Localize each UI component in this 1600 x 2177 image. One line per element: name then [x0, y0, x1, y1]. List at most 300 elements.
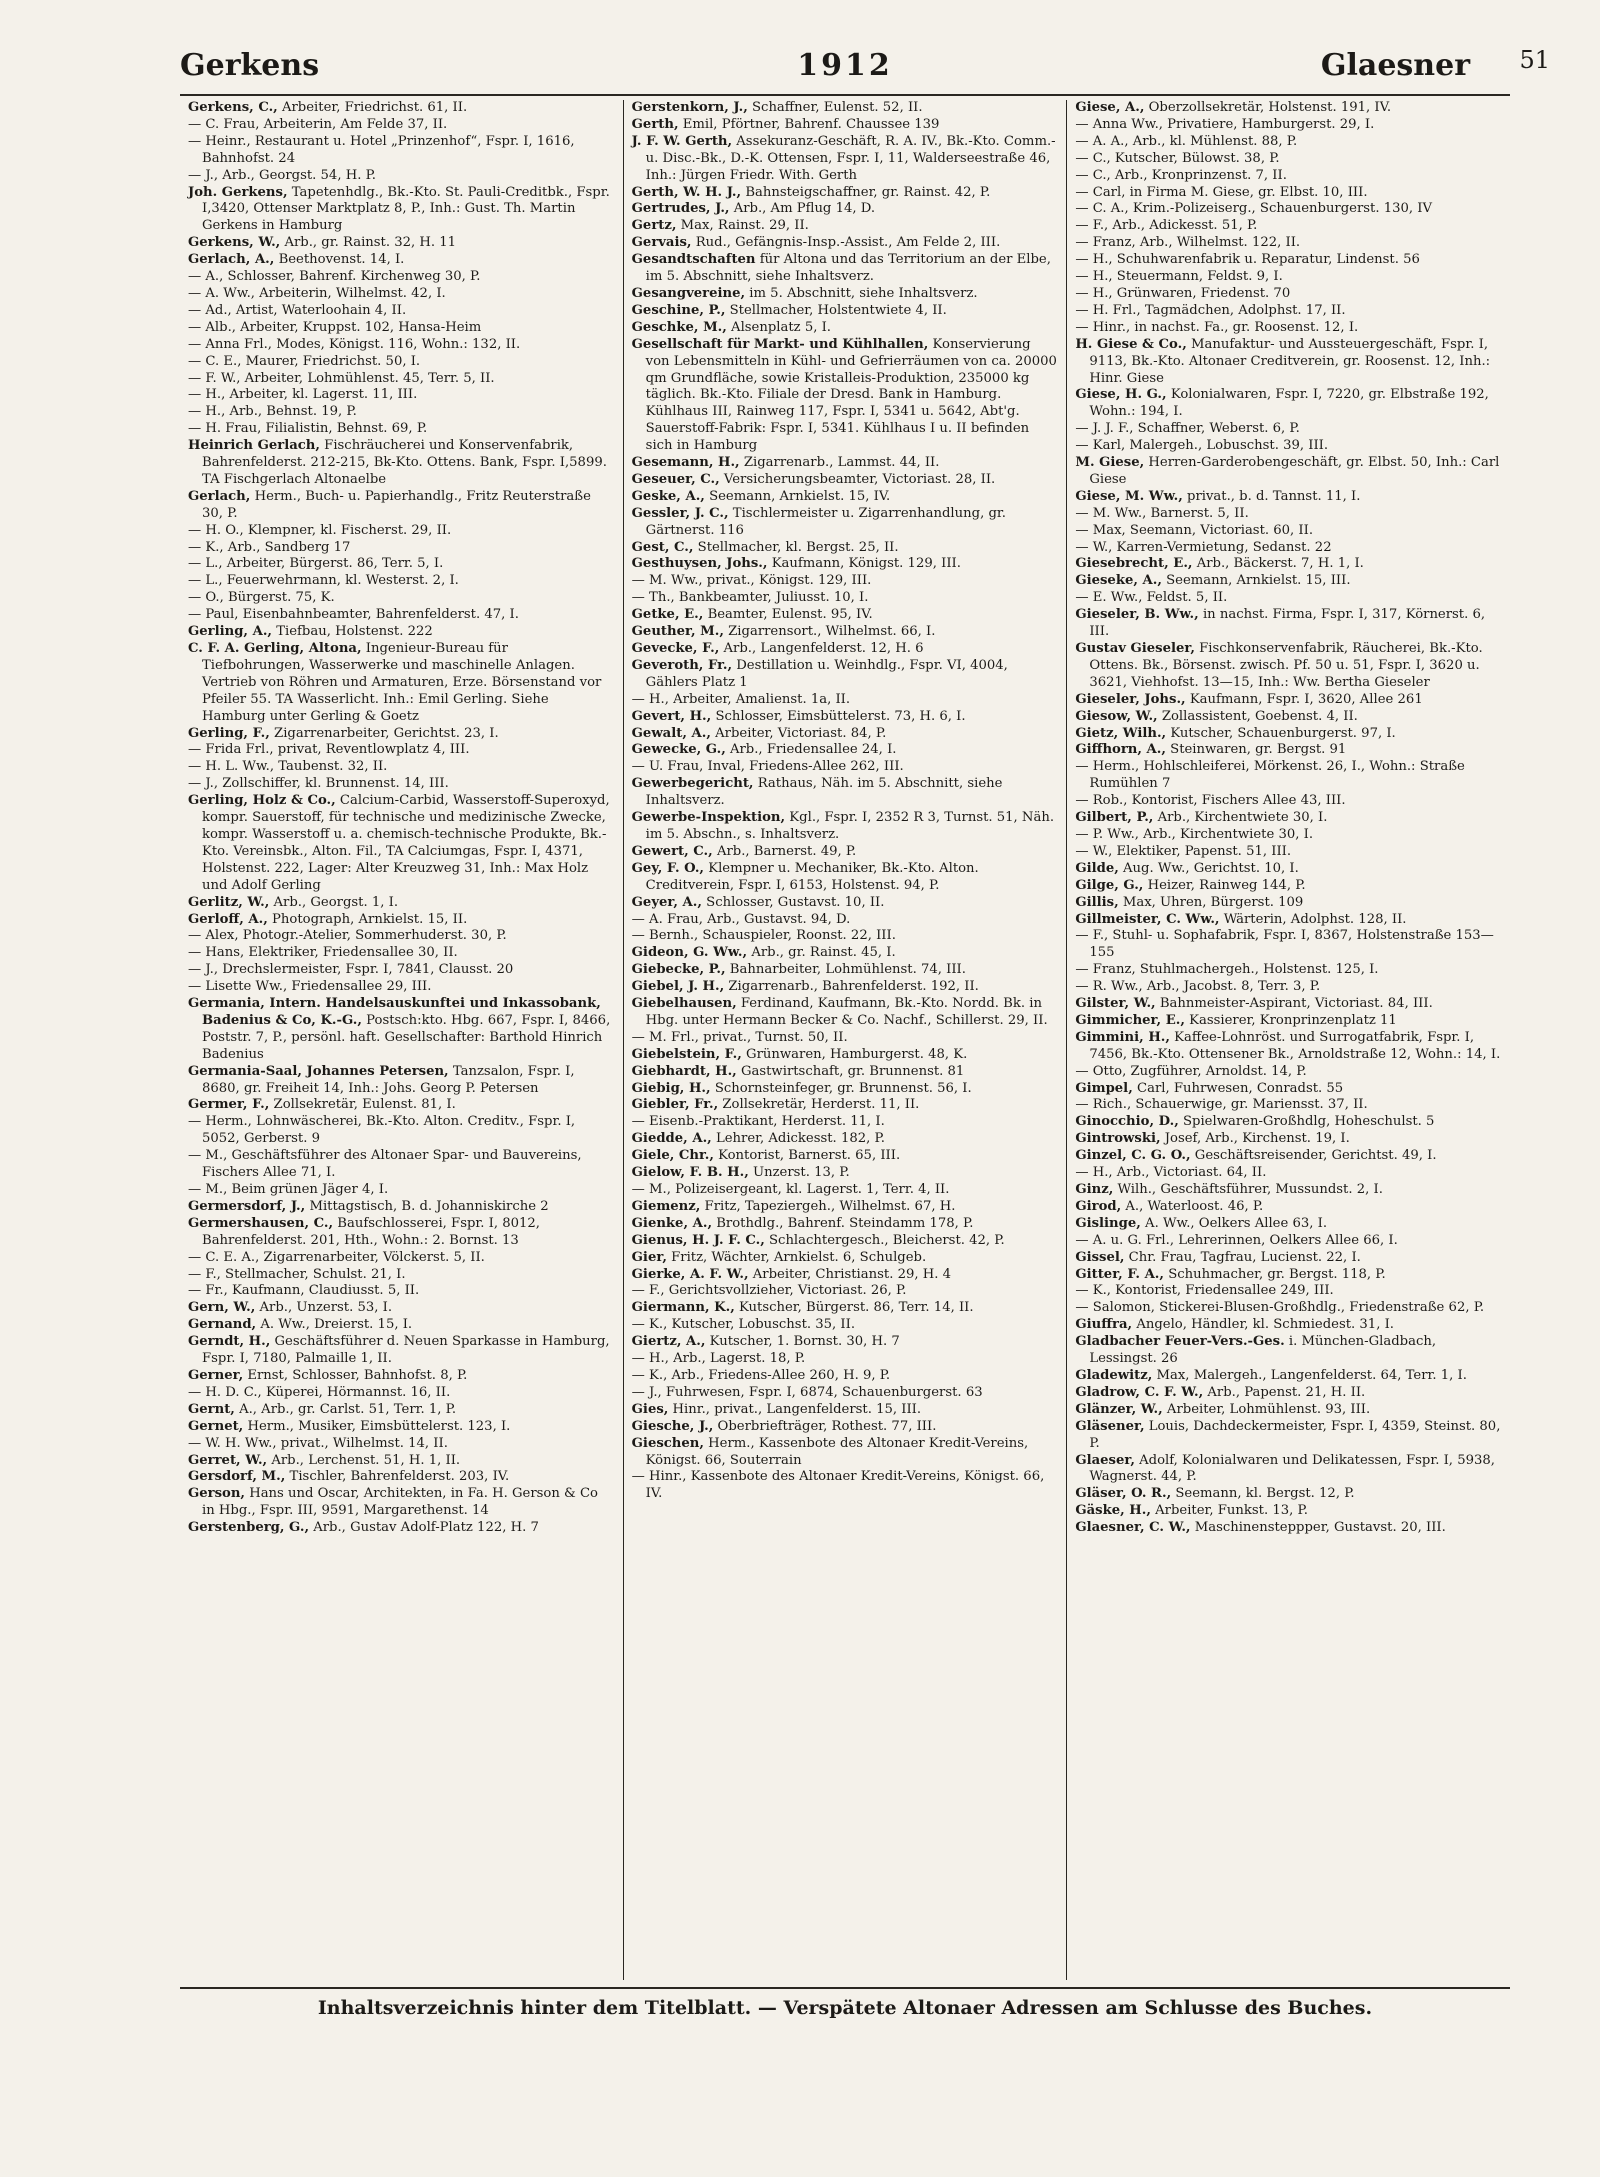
directory-entry [1075, 218, 1502, 235]
entry-text: — Paul, Eisenbahnbeamter, Bahrenfelderst. 47, I. [188, 607, 519, 623]
directory-entry [632, 117, 1059, 134]
directory-entry [1075, 1114, 1502, 1131]
entry-text: Adolf, Kolonialwaren und Delikatessen, Fspr. I, 5938, Wagnerst. 44, P. [1089, 1452, 1495, 1485]
entry-name: Gillmeister, C. Ww., [1075, 911, 1220, 927]
entry-text: — A. Ww., Arbeiterin, Wilhelmst. 42, I. [188, 285, 446, 301]
directory-entry [188, 1148, 615, 1182]
entry-name: Germania, Intern. Handelsauskunftei und Inkassobank, Badenius & Co, K.-G., [188, 996, 601, 1028]
entry-text: — H. L. Ww., Taubenst. 32, II. [188, 759, 388, 775]
entry-name: Geschke, M., [631, 319, 727, 335]
directory-entry [188, 1182, 615, 1199]
directory-entry [1075, 1368, 1502, 1385]
entry-text: Beethovenst. 14, I. [274, 252, 405, 268]
directory-entry [632, 1385, 1059, 1402]
entry-text: — K., Kontorist, Friedensallee 249, III. [1075, 1283, 1334, 1299]
entry-name: Gerlitz, W., [188, 894, 270, 910]
entry-text: — W. H. Ww., privat., Wilhelmst. 14, II. [188, 1435, 448, 1451]
entry-name: Gimpel, [1075, 1080, 1133, 1096]
entry-text: Zollsekretär, Eulenst. 81, I. [269, 1097, 456, 1113]
entry-name: Giemenz, [631, 1198, 701, 1214]
directory-entry [188, 895, 615, 912]
entry-name: Gesandtschaften [631, 252, 756, 268]
entry-text: Ernst, Schlosser, Bahnhofst. 8, P. [243, 1367, 468, 1383]
entry-name: Gläsener, [1075, 1418, 1145, 1434]
entry-text: — Bernh., Schauspieler, Roonst. 22, III. [631, 928, 896, 944]
entry-text: Bahnsteigschaffner, gr. Rainst. 42, P. [741, 184, 991, 200]
entry-name: Gervais, [631, 235, 692, 251]
entry-text: Arbeiter, Friedrichst. 61, II. [277, 100, 468, 115]
entry-text: — P. Ww., Arb., Kirchentwiete 30, I. [1075, 826, 1314, 842]
entry-text: Arb., Gustav Adolf-Platz 122, H. 7 [309, 1520, 539, 1536]
directory-entry [632, 1317, 1059, 1334]
entry-name: Gier, [631, 1249, 667, 1265]
entry-name: Gewerbegericht, [631, 776, 754, 792]
directory-entry [1075, 1165, 1502, 1182]
entry-text: Emil, Pförtner, Bahrenf. Chaussee 139 [678, 116, 940, 132]
entry-text: Wärterin, Adolphst. 128, II. [1219, 911, 1407, 927]
entry-text: — Rob., Kontorist, Fischers Allee 43, III. [1075, 793, 1346, 809]
entry-text: Kassierer, Kronprinzenplatz 11 [1184, 1012, 1397, 1028]
entry-name: Gladewitz, [1075, 1367, 1153, 1383]
directory-entry [632, 1300, 1059, 1317]
entry-name: Gillis, [1075, 894, 1119, 910]
entry-text: Bahnmeister-Aspirant, Victoriast. 84, III. [1155, 996, 1433, 1012]
entry-name: Gerth, W. H. J., [631, 184, 742, 200]
directory-entry [1075, 269, 1502, 286]
directory-entry [632, 928, 1059, 945]
entry-text: — Lisette Ww., Friedensallee 29, III. [188, 979, 432, 995]
entry-name: Giedde, A., [631, 1131, 712, 1147]
directory-entry [1075, 337, 1502, 388]
directory-entry [188, 1334, 615, 1368]
entry-text: Ferdinand, Kaufmann, Bk.-Kto. Nordd. Bk. in Hbg. unter Hermann Becker & Co. Nachf., Schillerst. 29, II. [645, 996, 1048, 1028]
directory-entry [188, 1368, 615, 1385]
directory-entry [1075, 455, 1502, 489]
directory-entry [632, 962, 1059, 979]
entry-name: Gernt, [188, 1401, 235, 1417]
entry-name: Gerner, [188, 1367, 244, 1383]
entry-text: Josef, Arb., Kirchenst. 19, I. [1160, 1131, 1350, 1147]
directory-entry [1075, 861, 1502, 878]
directory-entry [1075, 1267, 1502, 1284]
entry-text: Zigarrenarb., Bahrenfelderst. 192, II. [724, 979, 979, 995]
entry-name: Gimmicher, E., [1075, 1012, 1185, 1028]
entry-text: Fischkonservenfabrik, Räucherei, Bk.-Kto. Ottens. Bk., Börsenst. zwisch. Pf. 50 u. 51, Fspr. I, 3620 u. 3621, Viehhofst. 13—15, Inh.: Ww. Bertha Gieseler [1089, 641, 1483, 690]
entry-name: Gietz, Wilh., [1075, 725, 1167, 741]
entry-text: — Hans, Elektriker, Friedensallee 30, II. [188, 945, 458, 961]
directory-entry [1075, 726, 1502, 743]
directory-entry [188, 962, 615, 979]
entry-text: Schlachtergesch., Bleicherst. 42, P. [764, 1232, 1005, 1248]
directory-entry [1075, 709, 1502, 726]
entry-text: — H. O., Klempner, kl. Fischerst. 29, II. [188, 522, 452, 538]
entry-name: Gey, F. O., [631, 860, 705, 876]
entry-name: Glaesner, C. W., [1075, 1520, 1191, 1536]
entry-text: — O., Bürgerst. 75, K. [188, 590, 335, 606]
entry-name: Giebecke, P., [631, 962, 726, 978]
directory-entry [1075, 1317, 1502, 1334]
header-rule [180, 94, 1510, 96]
directory-entry [1075, 1283, 1502, 1300]
entry-text: Arb., Am Pflug 14, D. [729, 201, 876, 217]
directory-entry [1075, 1453, 1502, 1487]
entry-text: Heizer, Rainweg 144, P. [1143, 877, 1306, 893]
entry-name: Gilbert, P., [1075, 810, 1154, 826]
directory-entry [632, 303, 1059, 320]
entry-name: Gertrudes, J., [631, 201, 730, 217]
entry-text: Louis, Dachdeckermeister, Fspr. I, 4359, Steinst. 80, P. [1089, 1418, 1501, 1451]
entry-text: Zollassistent, Goebenst. 4, II. [1157, 708, 1358, 724]
directory-entry [632, 1114, 1059, 1131]
entry-name: Gessler, J. C., [631, 505, 729, 521]
directory-entry [1075, 252, 1502, 269]
directory-entry [632, 1148, 1059, 1165]
entry-name: Glänzer, W., [1075, 1401, 1163, 1417]
directory-entry [1075, 1419, 1502, 1453]
entry-text: Lehrer, Adickesst. 182, P. [711, 1131, 885, 1147]
entry-text: im 5. Abschnitt, siehe Inhaltsverz. [745, 285, 978, 301]
directory-entry [632, 489, 1059, 506]
directory-entry [188, 269, 615, 286]
entry-name: Gerlach, A., [188, 252, 275, 268]
entry-text: Zigarrenarbeiter, Gerichtst. 23, I. [269, 725, 499, 741]
entry-text: — C. E. A., Zigarrenarbeiter, Völckerst. 5, II. [188, 1249, 485, 1265]
entry-text: — C. E., Maurer, Friedrichst. 50, I. [188, 353, 421, 369]
entry-text: Arbeiter, Lohmühlenst. 93, III. [1162, 1401, 1371, 1417]
directory-entry [1075, 742, 1502, 759]
entry-text: Schuhmacher, gr. Bergst. 118, P. [1164, 1266, 1386, 1282]
directory-entry [632, 506, 1059, 540]
directory-entry [1075, 1300, 1502, 1317]
entry-name: Germania-Saal, Johannes Petersen, [188, 1063, 449, 1079]
directory-entry [632, 573, 1059, 590]
entry-text: — F., Arb., Adickesst. 51, P. [1075, 218, 1258, 234]
entry-name: Gerling, F., [188, 725, 270, 741]
directory-entry [1075, 692, 1502, 709]
page-header [180, 40, 1550, 90]
directory-entry [188, 337, 615, 354]
directory-entry [632, 201, 1059, 218]
entry-text: — K., Arb., Sandberg 17 [188, 539, 351, 555]
entry-name: Geveroth, Fr., [631, 657, 733, 673]
entry-text: — H. Frau, Filialistin, Behnst. 69, P. [188, 421, 428, 437]
entry-text: Arbeiter, Funkst. 13, P. [1150, 1503, 1308, 1519]
entry-text: Arb., Kirchentwiete 30, I. [1153, 810, 1328, 826]
page-footer: Inhaltsverzeichnis hinter dem Titelblatt. — Verspätete Altonaer Adressen am Schlusse des Buches. [180, 1987, 1510, 2019]
entry-name: Gieseler, B. Ww., [1075, 607, 1199, 623]
directory-entry [632, 1469, 1059, 1503]
entry-name: Getke, E., [631, 607, 704, 623]
directory-entry [1075, 1520, 1502, 1537]
entry-text: A. Ww., Oelkers Allee 63, I. [1140, 1215, 1328, 1231]
entry-text: Seemann, Arnkielst. 15, IV. [704, 488, 891, 504]
entry-text: Kaufmann, Königst. 129, III. [767, 556, 961, 572]
page-number: 51 [1519, 46, 1550, 74]
entry-text: Kaufmann, Fspr. I, 3620, Allee 261 [1185, 691, 1423, 707]
entry-text: — H., Arb., Lagerst. 18, P. [631, 1351, 806, 1367]
directory-entry [1075, 1250, 1502, 1267]
entry-text: Arbeiter, Christianst. 29, H. 4 [748, 1266, 952, 1282]
directory-entry [1075, 1216, 1502, 1233]
directory-entry [632, 1351, 1059, 1368]
entry-name: Gitter, F. A., [1075, 1266, 1164, 1282]
entry-name: Gerstenberg, G., [188, 1520, 310, 1536]
entry-name: H. Giese & Co., [1075, 336, 1187, 352]
directory-entry [188, 117, 615, 134]
directory-entry [1075, 438, 1502, 455]
entry-name: Girod, [1075, 1198, 1122, 1214]
entry-text: Arb., Friedensallee 24, I. [725, 742, 897, 758]
entry-name: Ginocchio, D., [1075, 1114, 1179, 1130]
entry-name: Joh. Gerkens, [188, 184, 288, 200]
entry-text: — Otto, Zugführer, Arnoldst. 14, P. [1075, 1063, 1307, 1079]
entry-name: Gertz, [631, 218, 677, 234]
entry-text: Kutscher, Bürgerst. 86, Terr. 14, II. [734, 1300, 974, 1316]
entry-text: — Herm., Hohlschleiferei, Mörkenst. 26, I., Wohn.: Straße Rumühlen 7 [1075, 759, 1465, 792]
entry-text: — Hinr., in nachst. Fa., gr. Roosenst. 12, I. [1075, 319, 1359, 335]
directory-entry [632, 235, 1059, 252]
directory-entry [188, 354, 615, 371]
directory-entry [188, 286, 615, 303]
entry-name: Heinrich Gerlach, [188, 438, 320, 454]
entry-name: Gierke, A. F. W., [631, 1266, 749, 1282]
directory-entry [188, 1317, 615, 1334]
directory-entry [1075, 962, 1502, 979]
entry-name: Giese, A., [1075, 100, 1145, 115]
entry-text: — C., Arb., Kronprinzenst. 7, II. [1075, 167, 1287, 183]
directory-entry [632, 1334, 1059, 1351]
entry-text: — A. u. G. Frl., Lehrerinnen, Oelkers Allee 66, I. [1075, 1232, 1398, 1248]
entry-text: Carl, Fuhrwesen, Conradst. 55 [1132, 1080, 1344, 1096]
entry-text: Max, Malergeh., Langenfelderst. 64, Terr. 1, I. [1152, 1367, 1467, 1383]
entry-text: — Alex, Photogr.-Atelier, Sommerhuderst. 30, P. [188, 928, 507, 944]
entry-text: Arb., Bäckerst. 7, H. 1, I. [1192, 556, 1364, 572]
directory-entry [632, 742, 1059, 759]
entry-text: Assekuranz-Geschäft, R. A. IV., Bk.-Kto. Comm.- u. Disc.-Bk., D.-K. Ottensen, Fspr. I, 11, Walderseestraße 46, Inh.: Jürgen Friedr. With. Gerth [645, 133, 1056, 183]
entry-text: — K., Kutscher, Lobuschst. 35, II. [631, 1317, 856, 1333]
entry-text: Herm., Musiker, Eimsbüttelerst. 123, I. [243, 1418, 511, 1434]
entry-text: Oberzollsekretär, Holstenst. 191, IV. [1144, 100, 1392, 115]
entry-name: Ginz, [1075, 1182, 1114, 1197]
directory-entry [188, 624, 615, 641]
directory-entry [1075, 1334, 1502, 1368]
entry-text: — H., Schuhwarenfabrik u. Reparatur, Lindenst. 56 [1075, 252, 1420, 268]
directory-entry [188, 759, 615, 776]
directory-entry [1075, 303, 1502, 320]
entry-text: — Franz, Stuhlmachergeh., Holstenst. 125, I. [1075, 962, 1379, 978]
directory-entry [632, 1436, 1059, 1470]
column-2 [624, 100, 1068, 1980]
entry-text: Arbeiter, Victoriast. 84, P. [710, 725, 887, 741]
entry-name: Gernand, [188, 1317, 257, 1333]
directory-entry [1075, 1064, 1502, 1081]
entry-name: Giebler, Fr., [631, 1097, 719, 1113]
entry-text: — A., Schlosser, Bahrenf. Kirchenweg 30, P. [188, 269, 481, 285]
entry-text: Stellmacher, kl. Bergst. 25, II. [693, 539, 899, 555]
entry-text: Geschäftsreisender, Gerichtst. 49, I. [1190, 1148, 1437, 1164]
entry-text: — Ad., Artist, Waterloohain 4, II. [188, 302, 407, 318]
entry-name: Giebel, J. H., [631, 979, 725, 995]
entry-name: Gevert, H., [631, 708, 712, 724]
entry-name: Giebhardt, H., [631, 1063, 737, 1079]
entry-text: Seemann, Arnkielst. 15, III. [1161, 573, 1351, 589]
directory-entry [188, 1402, 615, 1419]
directory-entry [188, 1064, 615, 1098]
entry-name: Gladrow, C. F. W., [1075, 1384, 1204, 1400]
entry-text: — M. Ww., Barnerst. 5, II. [1075, 505, 1249, 521]
entry-text: Spielwaren-Großhdlg, Hoheschulst. 5 [1178, 1114, 1435, 1130]
entry-text: Schornsteinfeger, gr. Brunnenst. 56, I. [710, 1080, 972, 1096]
header-year: 1912 [797, 48, 893, 83]
directory-entry [188, 979, 615, 996]
entry-text: A. Ww., Dreierst. 15, I. [256, 1317, 413, 1333]
directory-entry [632, 252, 1059, 286]
entry-name: Gienus, H. J. F. C., [631, 1232, 765, 1248]
directory-entry [188, 1199, 615, 1216]
directory-entry [1075, 1486, 1502, 1503]
directory-entry [632, 1047, 1059, 1064]
entry-text: — M. Ww., privat., Königst. 129, III. [631, 573, 872, 589]
directory-entry [188, 387, 615, 404]
entry-text: — H. Frl., Tagmädchen, Adolphst. 17, II. [1075, 302, 1346, 318]
directory-entry [1075, 1030, 1502, 1064]
directory-entry [1075, 117, 1502, 134]
directory-entry [632, 709, 1059, 726]
directory-entry [1075, 1148, 1502, 1165]
directory-entry [188, 320, 615, 337]
directory-entry [188, 1283, 615, 1300]
directory-entry [1075, 185, 1502, 202]
directory-entry [632, 624, 1059, 641]
entry-text: — C. Frau, Arbeiterin, Am Felde 37, II. [188, 116, 448, 132]
entry-text: Schaffner, Eulenst. 52, II. [747, 100, 923, 115]
directory-entry [632, 996, 1059, 1030]
entry-text: Baufschlosserei, Fspr. I, 8012, Bahrenfelderst. 201, Hth., Wohn.: 2. Bornst. 13 [202, 1215, 540, 1248]
directory-entry [1075, 878, 1502, 895]
entry-text: Fischräucherei und Konservenfabrik, Bahrenfelderst. 212-215, Bk-Kto. Ottens. Bank, Fspr. I,5899. TA Fischgerlach Altonaelbe [202, 438, 607, 487]
entry-text: — J., Arb., Georgst. 54, H. P. [188, 167, 376, 183]
directory-entry [1075, 1081, 1502, 1098]
entry-name: Gesellschaft für Markt- und Kühlhallen, [631, 336, 929, 352]
directory-entry [188, 404, 615, 421]
entry-text: Hinr., privat., Langenfelderst. 15, III. [668, 1401, 922, 1417]
header-last-name: Glaesner [1320, 48, 1470, 83]
entry-text: — J., Drechslermeister, Fspr. I, 7841, Clausst. 20 [188, 962, 514, 978]
entry-name: Giesebrecht, E., [1075, 556, 1193, 572]
entry-text: — M., Beim grünen Jäger 4, I. [188, 1182, 389, 1197]
entry-name: Gieseke, A., [1075, 573, 1162, 589]
directory-entry [632, 1182, 1059, 1199]
entry-text: — H. D. C., Küperei, Hörmannst. 16, II. [188, 1384, 451, 1400]
directory-entry [188, 489, 615, 523]
directory-entry [1075, 286, 1502, 303]
entry-name: Giebelhausen, [631, 996, 737, 1012]
directory-entry [1075, 793, 1502, 810]
entry-text: Zollsekretär, Herderst. 11, II. [718, 1097, 920, 1113]
entry-name: Giese, M. Ww., [1075, 488, 1183, 504]
directory-entry [632, 979, 1059, 996]
entry-text: Wilh., Geschäftsführer, Mussundst. 2, I. [1113, 1182, 1383, 1197]
directory-entry [188, 303, 615, 320]
entry-name: Giesow, W., [1075, 708, 1158, 724]
entry-name: Gerling, A., [188, 624, 273, 640]
entry-text: Kontorist, Barnerst. 65, III. [713, 1148, 901, 1164]
directory-entry [188, 1385, 615, 1402]
directory-entry [188, 1267, 615, 1284]
directory-entry [632, 810, 1059, 844]
directory-entry [188, 776, 615, 793]
entry-text: Konservierung von Lebensmitteln in Kühl- und Gefrierräumen von ca. 20000 qm Grundfläche, sowie Kristalleis-Produktion, 235000 kg täglich. Bk.-Kto. Filiale der Dresd. Bank in Hamburg. Kühlhaus III, Rainweg 117, Fspr. I, 5341 u. 5642, Abt'g. Sauerstoff-Fabrik: Fspr. I, 5341. Kühlhaus I u. II befinden sich in Hamburg [645, 336, 1057, 454]
entry-text: Zigarrensort., Wilhelmst. 66, I. [723, 624, 936, 640]
entry-name: Giertz, A., [631, 1334, 706, 1350]
entry-name: Giebig, H., [631, 1080, 711, 1096]
directory-entry [632, 320, 1059, 337]
directory-entry [1075, 996, 1502, 1013]
entry-name: Gerlach, [188, 488, 251, 504]
directory-entry [1075, 759, 1502, 793]
entry-name: Geske, A., [631, 488, 705, 504]
entry-text: Bahnarbeiter, Lohmühlenst. 74, III. [725, 962, 966, 978]
entry-name: Gissel, [1075, 1249, 1125, 1265]
directory-entry [188, 641, 615, 726]
directory-entry [632, 337, 1059, 455]
directory-entry [188, 168, 615, 185]
directory-entry [1075, 320, 1502, 337]
entry-text: — A. A., Arb., kl. Mühlenst. 88, P. [1075, 133, 1298, 149]
entry-text: — M., Geschäftsführer des Altonaer Spar- und Bauvereins, Fischers Allee 71, I. [188, 1148, 582, 1181]
entry-text: — H., Steuermann, Feldst. 9, I. [1075, 269, 1283, 285]
entry-text: Kolonialwaren, Fspr. I, 7220, gr. Elbstraße 192, Wohn.: 194, I. [1089, 387, 1489, 420]
entry-text: Arb., Unzerst. 53, I. [255, 1300, 393, 1316]
directory-entry [1075, 1402, 1502, 1419]
directory-entry [188, 523, 615, 540]
entry-name: J. F. W. Gerth, [631, 133, 733, 149]
directory-entry [632, 1402, 1059, 1419]
directory-entry [188, 134, 615, 168]
entry-text: — C. A., Krim.-Polizeiserg., Schauenburgerst. 130, IV [1075, 201, 1433, 217]
entry-name: Germersdorf, J., [188, 1198, 306, 1214]
entry-name: Geseuer, C., [631, 471, 720, 487]
entry-text: — H., Arb., Behnst. 19, P. [188, 404, 357, 420]
entry-text: Rathaus, Näh. im 5. Abschnitt, siehe Inhaltsverz. [645, 776, 1003, 809]
entry-name: Gerkens, W., [188, 235, 281, 251]
entry-text: — U. Frau, Inval, Friedens-Allee 262, III. [631, 759, 904, 775]
directory-entry [188, 185, 615, 236]
entry-name: Gewerbe-Inspektion, [631, 810, 786, 826]
directory-entry [188, 1486, 615, 1520]
entry-text: Tischlermeister u. Zigarrenhandlung, gr. Gärtnerst. 116 [645, 505, 1006, 538]
directory-entry [632, 895, 1059, 912]
directory-entry [1075, 134, 1502, 151]
directory-entry [188, 556, 615, 573]
entry-text: — F., Gerichtsvollzieher, Victoriast. 26, P. [631, 1283, 907, 1299]
directory-entry [632, 286, 1059, 303]
entry-text: Gastwirtschaft, gr. Brunnenst. 81 [736, 1063, 965, 1079]
directory-entry [188, 1300, 615, 1317]
directory-entry [1075, 810, 1502, 827]
entry-text: — Alb., Arbeiter, Kruppst. 102, Hansa-Heim [188, 319, 482, 335]
entry-text: — W., Elektiker, Papenst. 51, III. [1075, 843, 1292, 859]
entry-text: Versicherungsbeamter, Victoriast. 28, II. [719, 471, 996, 487]
entry-text: Ingenieur-Bureau für Tiefbohrungen, Wasserwerke und maschinelle Anlagen. Vertrieb von Röhren und Armaturen, Erze. Börsenstand vor Pfeiler 55. TA Wasserlicht. Inh.: Emil Gerling. Siehe Hamburg unter Gerling & Goetz [202, 641, 602, 724]
entry-text: Seemann, kl. Bergst. 12, P. [1171, 1486, 1355, 1502]
entry-name: Gienke, A., [631, 1215, 713, 1231]
directory-entry [1075, 1013, 1502, 1030]
entry-text: — J., Fuhrwesen, Fspr. I, 6874, Schauenburgerst. 63 [631, 1384, 983, 1400]
entry-text: Herm., Buch- u. Papierhandlg., Fritz Reuterstraße 30, P. [202, 488, 591, 521]
entry-text: — Anna Frl., Modes, Königst. 116, Wohn.: 132, II. [188, 336, 521, 352]
directory-entry [1075, 151, 1502, 168]
